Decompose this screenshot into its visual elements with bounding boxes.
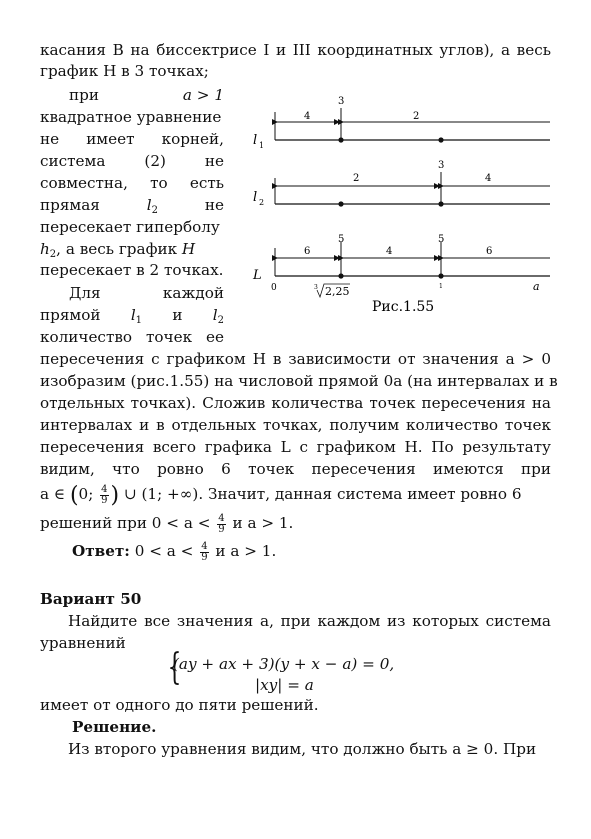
text-line: имеет от одного до пяти решений.	[40, 696, 319, 714]
text-line: количество точек ее	[40, 328, 225, 346]
fraction: $\frac{4}{9}$	[201, 540, 208, 563]
row2-label-sub: 2	[259, 198, 265, 207]
row1-seg-right: 2	[413, 111, 420, 122]
text-line: Для каждой	[69, 284, 224, 302]
text-line: пересекает гиперболу	[40, 218, 220, 236]
row3-seg3: 6	[486, 246, 493, 257]
row1-label: l	[253, 133, 258, 148]
row3-point1-label: 5	[338, 234, 345, 245]
fraction: $\frac{4}{9}$	[218, 512, 225, 535]
text-line: изобразим (рис.1.55) на числовой прямой 0a (на интервалах и в	[40, 372, 558, 390]
number-line-figure	[250, 92, 560, 322]
text-line: при a > 1	[69, 86, 224, 104]
row1-point-label: 3	[338, 96, 345, 107]
row2-point	[438, 201, 443, 206]
row1-point	[438, 137, 443, 142]
row3-root-label: 2,25	[325, 285, 350, 298]
row3-axis-label: a	[533, 280, 540, 293]
row2-seg-right: 4	[485, 173, 492, 184]
text-line: интервалах и в отдельных точках, получим количество точек	[40, 416, 551, 434]
row1-label-sub: 1	[259, 141, 265, 150]
row3-point	[438, 273, 443, 278]
text-line: пересечения всего графика L с графиком H. По результату	[40, 438, 551, 456]
text-line: квадратное уравнение	[40, 108, 222, 126]
text-line: пересекает в 2 точках.	[40, 261, 224, 279]
row3-seg2: 4	[386, 246, 393, 257]
section-heading: Вариант 50	[40, 590, 142, 608]
text-line: Найдите все значения a, при каждом из которых система	[68, 612, 551, 630]
row3-point	[338, 273, 343, 278]
row1-seg-left: 4	[304, 111, 311, 122]
row2-point	[338, 201, 343, 206]
text-line: уравнений	[40, 634, 126, 652]
row1-point	[338, 137, 343, 142]
text-line: совместна, то есть	[40, 174, 225, 192]
text-line: Из второго уравнения видим, что должно быть a ≥ 0. При	[68, 740, 537, 758]
text-line: пересечения с графиком H в зависимости от значения a > 0	[40, 350, 551, 368]
fraction: $\frac{4}{9}$	[101, 483, 108, 506]
text-line: прямая $l_2$ не	[40, 196, 225, 216]
system-brace: {	[167, 647, 182, 688]
text-line: система (2) не	[40, 152, 225, 170]
text-line: решений при 0 < a < $\frac{4}{9}$ и a > 1.	[40, 512, 294, 535]
solution-heading: Решение.	[72, 718, 157, 736]
figure-caption: Рис.1.55	[372, 299, 435, 315]
equation-2: |xy| = a	[255, 676, 314, 694]
row2-seg-left: 2	[353, 173, 360, 184]
text-line: $h_2$, а весь график H	[40, 240, 196, 260]
row3-root-index: 3	[314, 284, 318, 291]
row2-point-label: 3	[438, 160, 445, 171]
row3-label: L	[253, 268, 262, 283]
equation-1: (ay + ax + 3)(y + x − a) = 0,	[173, 655, 395, 673]
answer-line: Ответ: 0 < a < $\frac{4}{9}$ и a > 1.	[72, 540, 277, 563]
row3-origin-label: 0	[271, 283, 277, 293]
row3-tick-right: 1	[439, 283, 443, 290]
text-line: a ∈ (0; $\frac{4}{9}$ ) ∪ (1; +∞). Значит, данная система имеет ровно 6	[40, 483, 522, 508]
row3-seg1: 6	[304, 246, 311, 257]
row2-label: l	[253, 190, 258, 205]
text-line: график H в 3 точках;	[40, 62, 209, 80]
text-line: видим, что ровно 6 точек пересечения имеются при	[40, 460, 551, 478]
text-line: прямой $l_1$ и $l_2$	[40, 306, 224, 326]
row3-point2-label: 5	[438, 234, 445, 245]
text-line: отдельных точках). Сложив количества точек пересечения на	[40, 394, 551, 412]
answer-label: Ответ:	[72, 542, 130, 560]
text-line: касания B на биссектрисе I и III координатных углов), а весь	[40, 41, 551, 59]
text-line: не имеет корней,	[40, 130, 224, 148]
